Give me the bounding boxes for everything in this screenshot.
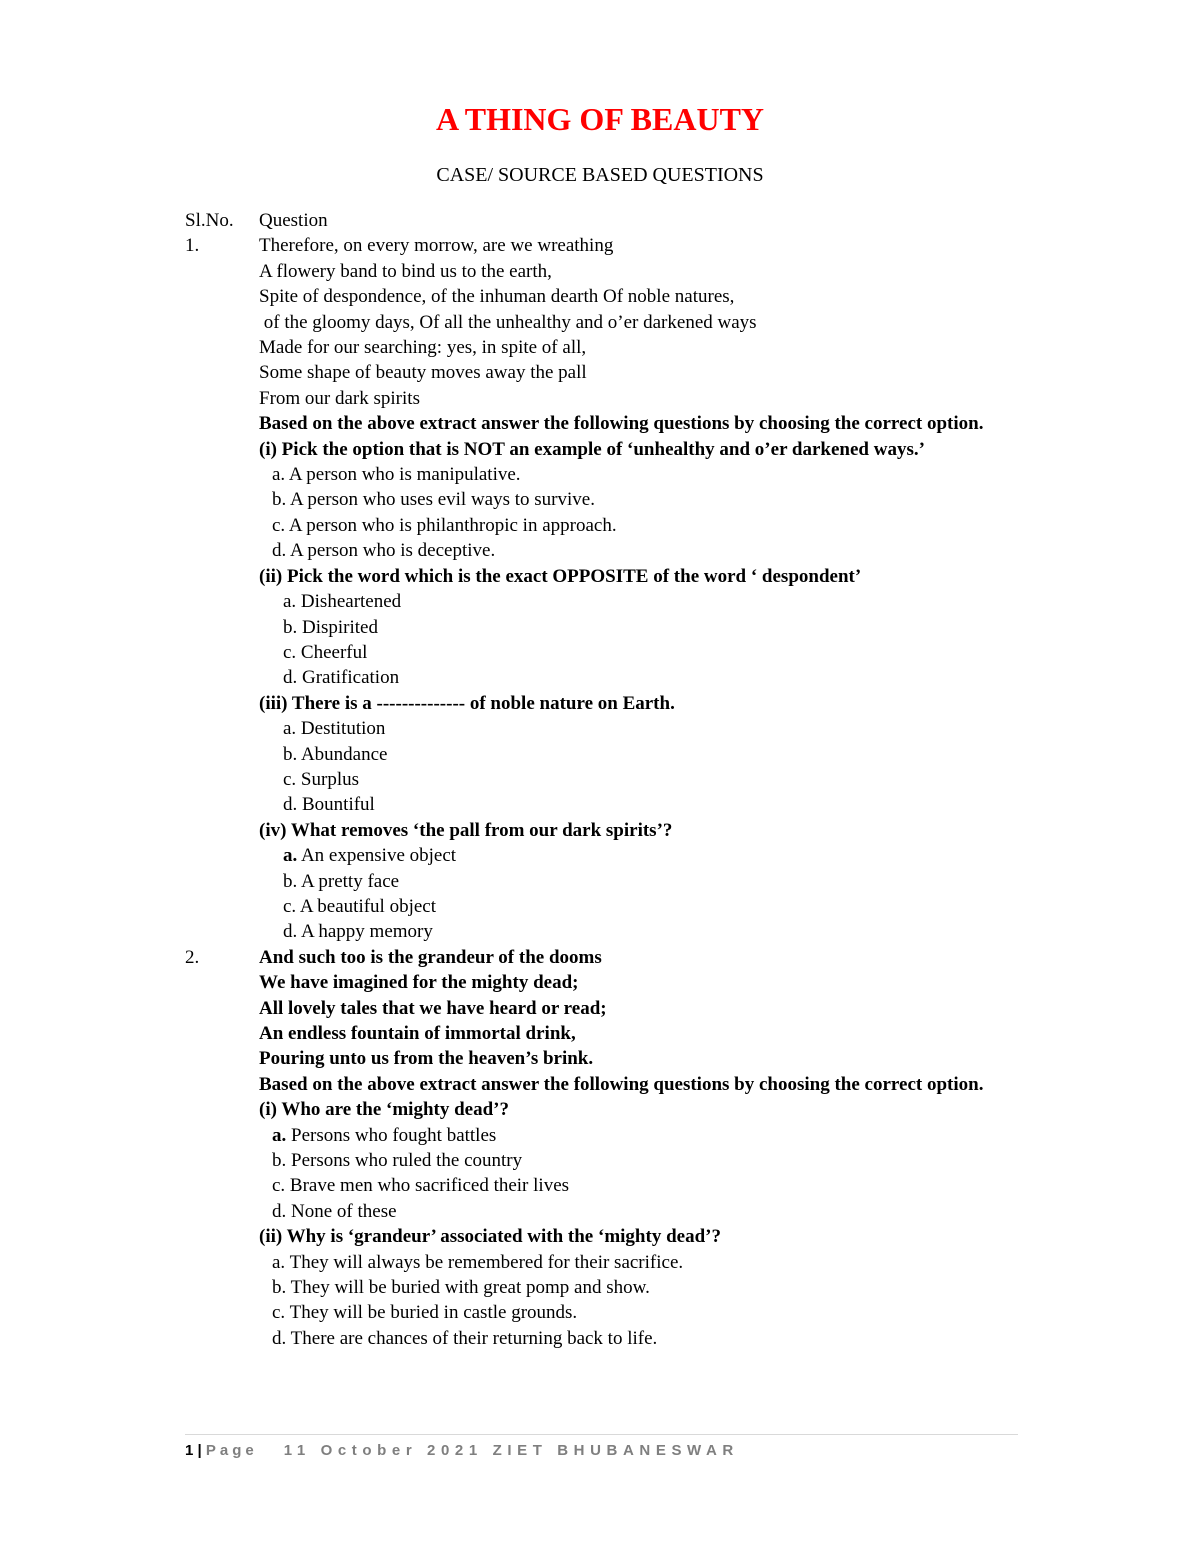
footer-text: 11 October 2021 ZIET BHUBANESWAR xyxy=(283,1442,739,1459)
option: b. Persons who ruled the country xyxy=(272,1150,523,1172)
question-body xyxy=(259,945,1065,1352)
extract-line: All lovely tales that we have heard or read; xyxy=(259,997,607,1019)
option: b. Dispirited xyxy=(283,616,378,638)
question-row-2 xyxy=(185,945,1065,1352)
question-table xyxy=(185,208,1065,1351)
option-letter: a. xyxy=(283,845,298,867)
sub-question: (ii) Why is ‘grandeur’ associated with the ‘mighty dead’? xyxy=(259,1226,721,1248)
option xyxy=(259,843,1065,868)
option: a. They will always be remembered for their sacrifice. xyxy=(272,1251,684,1273)
option: d. A person who is deceptive. xyxy=(272,540,496,562)
option-text: An expensive object xyxy=(297,845,457,867)
sub-question: (iv) What removes ‘the pall from our dark spirits’? xyxy=(259,819,673,841)
page-title: A THING OF BEAUTY xyxy=(435,101,765,137)
option: a. Disheartened xyxy=(283,591,402,613)
page-label: Page xyxy=(205,1442,258,1459)
extract-line: An endless fountain of immortal drink, xyxy=(259,1023,576,1044)
extract-line: We have imagined for the mighty dead; xyxy=(259,972,579,994)
extract-line: Spite of despondence, of the inhuman dearth Of noble natures, xyxy=(259,286,735,308)
question-body xyxy=(259,233,1065,944)
option: b. Abundance xyxy=(283,743,388,765)
sl-no-header: Sl.No. xyxy=(185,210,234,231)
option: a. A person who is manipulative. xyxy=(272,464,521,486)
option: d. Bountiful xyxy=(283,794,375,816)
sub-question: (iii) There is a -------------- of noble nature on Earth. xyxy=(259,692,675,714)
option: c. They will be buried in castle grounds. xyxy=(272,1302,578,1324)
option: d. A happy memory xyxy=(283,921,433,943)
question-number: 1. xyxy=(185,235,200,257)
option: c. Brave men who sacrificed their lives xyxy=(272,1175,570,1197)
footer-divider xyxy=(185,1434,1018,1435)
option-letter: a. xyxy=(272,1124,287,1146)
option: d. None of these xyxy=(272,1200,397,1222)
extract-line: of the gloomy days, Of all the unhealthy and o’er darkened ways xyxy=(259,311,757,333)
extract-line: Pouring unto us from the heaven’s brink. xyxy=(259,1048,594,1070)
footer-separator: | xyxy=(193,1442,206,1459)
option: c. Cheerful xyxy=(283,641,368,663)
option: d. There are chances of their returning back to life. xyxy=(272,1327,658,1349)
option: b. A person who uses evil ways to survive. xyxy=(272,489,595,511)
option: a. Destitution xyxy=(283,718,386,740)
option: b. They will be buried with great pomp and show. xyxy=(272,1277,650,1299)
instruction-text: Based on the above extract answer the following questions by choosing the correct option. xyxy=(259,413,984,435)
option: c. A person who is philanthropic in approach. xyxy=(272,514,617,536)
extract-line: And such too is the grandeur of the dooms xyxy=(259,946,602,968)
option-text: Persons who fought battles xyxy=(286,1124,497,1146)
sub-question: (ii) Pick the word which is the exact OPPOSITE of the word ‘ despondent’ xyxy=(259,565,862,587)
option: c. A beautiful object xyxy=(283,895,437,917)
extract-line: Some shape of beauty moves away the pall xyxy=(259,362,587,384)
extract-line: A flowery band to bind us to the earth, xyxy=(259,260,552,282)
sub-question: (i) Pick the option that is NOT an example of ‘unhealthy and o’er darkened ways.’ xyxy=(259,438,925,460)
question-number: 2. xyxy=(185,946,200,968)
page-number: 1 xyxy=(185,1442,194,1459)
page-subtitle: CASE/ SOURCE BASED QUESTIONS xyxy=(436,164,764,186)
extract-line: Therefore, on every morrow, are we wreathing xyxy=(259,235,614,257)
table-header-row xyxy=(185,208,1065,233)
option: c. Surplus xyxy=(283,768,359,790)
question-header: Question xyxy=(259,210,328,231)
instruction-text: Based on the above extract answer the following questions by choosing the correct option. xyxy=(259,1073,984,1095)
option: b. A pretty face xyxy=(283,870,400,892)
page-footer xyxy=(185,1440,739,1462)
option xyxy=(259,1123,1065,1148)
sub-question: (i) Who are the ‘mighty dead’? xyxy=(259,1099,509,1121)
option: d. Gratification xyxy=(283,667,400,689)
extract-line: From our dark spirits xyxy=(259,387,420,409)
extract-line: Made for our searching: yes, in spite of all, xyxy=(259,337,587,359)
question-row-1 xyxy=(185,233,1065,944)
